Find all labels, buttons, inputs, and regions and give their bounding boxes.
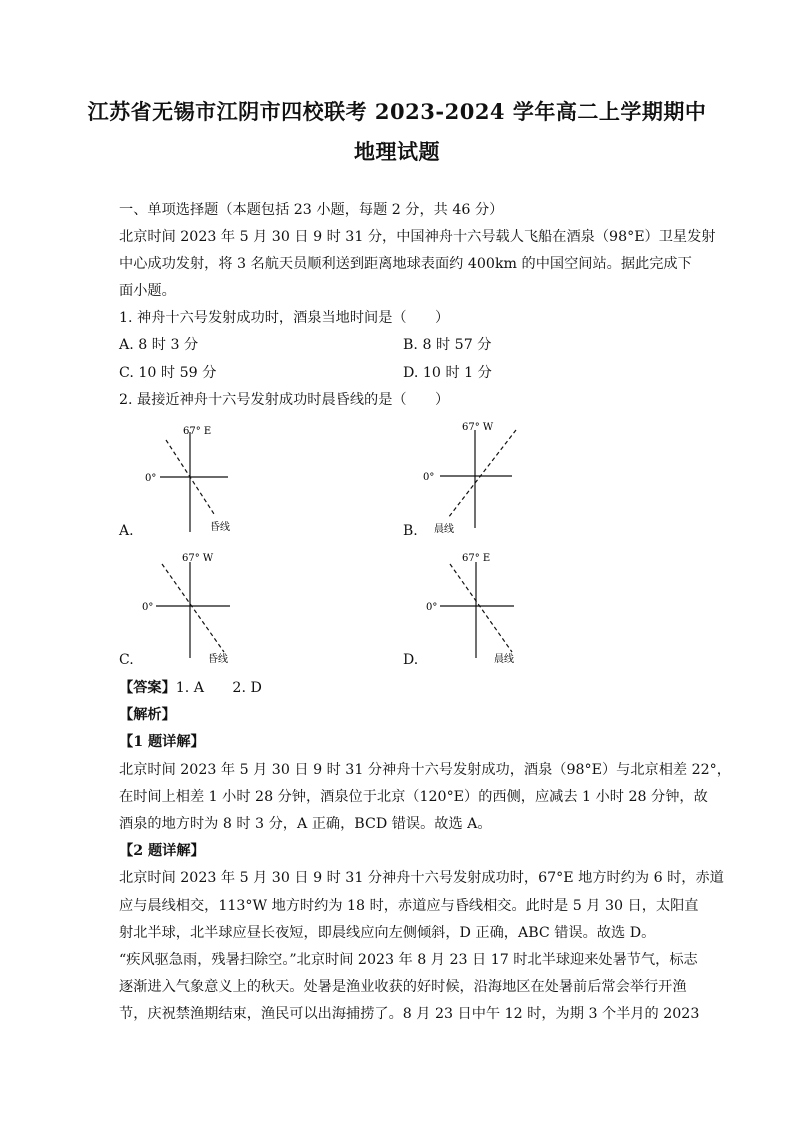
stem-line: 面小题。: [119, 283, 176, 299]
q2-option-c-label: C.: [119, 652, 134, 668]
analysis-label: 【解析】: [119, 707, 176, 723]
detail-2-label: 【2 题详解】: [119, 843, 205, 859]
figure-c: [140, 548, 250, 672]
next-stem-line: “疾风驱急雨，残暑扫除空。”北京时间 2023 年 8 月 23 日 17 时北半球迎来处暑节气，标志: [119, 952, 698, 968]
q1-option-b: B. 8 时 57 分: [403, 337, 492, 353]
question-2: 2. 最接近神舟十六号发射成功时晨昏线的是（ ）: [119, 392, 450, 408]
q1-option-c: C. 10 时 59 分: [119, 365, 217, 381]
equator-label: 0°: [145, 473, 157, 484]
next-stem-line: 节，庆祝禁渔期结束，渔民可以出海捕捞了。8 月 23 日中午 12 时，为期 3 个半月的 2023: [119, 1006, 700, 1022]
figure-a: [140, 420, 250, 544]
terminator-label: 昏线: [208, 654, 228, 665]
q1-option-d: D. 10 时 1 分: [403, 365, 492, 381]
stem-line: 北京时间 2023 年 5 月 30 日 9 时 31 分，中国神舟十六号载人飞船在酒泉（98°E）卫星发射: [119, 229, 716, 245]
meridian-label: 67° W: [182, 553, 214, 564]
title-line-2: 地理试题: [354, 139, 440, 164]
equator-label: 0°: [142, 602, 154, 613]
question-1: 1. 神舟十六号发射成功时，酒泉当地时间是（ ）: [119, 310, 450, 326]
detail-1-label: 【1 题详解】: [119, 734, 205, 750]
meridian-label: 67° W: [462, 422, 494, 433]
section-heading: 一、单项选择题（本题包括 23 小题，每题 2 分，共 46 分）: [119, 202, 504, 218]
q2-option-d-label: D.: [403, 652, 419, 668]
equator-label: 0°: [423, 472, 435, 483]
q2-option-b-label: B.: [403, 523, 418, 539]
terminator-label: 昏线: [210, 522, 230, 533]
terminator-label: 晨线: [494, 654, 514, 665]
answer-items: 1. A 2. D: [175, 680, 262, 696]
figure-d: [420, 548, 530, 672]
detail-1-line: 北京时间 2023 年 5 月 30 日 9 时 31 分神舟十六号发射成功，酒泉（98°E）与北京相差 22°，: [119, 762, 731, 778]
detail-2-line: 应与晨线相交，113°W 地方时约为 18 时，赤道应与昏线相交。此时是 5 月 30 日，太阳直: [119, 898, 699, 914]
q2-option-a-label: A.: [119, 523, 134, 539]
stem-line: 中心成功发射，将 3 名航天员顺利送到距离地球表面约 400km 的中国空间站。据此完成下: [119, 256, 692, 272]
detail-1-line: 在时间上相差 1 小时 28 分钟，酒泉位于北京（120°E）的西侧，应减去 1 小时 28 分钟，故: [119, 789, 708, 805]
meridian-label: 67° E: [462, 553, 491, 564]
terminator-label: 晨线: [434, 524, 454, 535]
detail-1-line: 酒泉的地方时为 8 时 3 分，A 正确，BCD 错误。故选 A。: [119, 816, 492, 832]
answer-label: 【答案】: [119, 680, 176, 696]
terminator-line: [162, 564, 224, 652]
q1-option-a: A. 8 时 3 分: [119, 337, 199, 353]
meridian-label: 67° E: [183, 426, 212, 437]
title-line-1: 江苏省无锡市江阴市四校联考 2023-2024 学年高二上学期期中: [87, 99, 707, 124]
answer-line: [119, 677, 262, 697]
detail-2-line: 北京时间 2023 年 5 月 30 日 9 时 31 分神舟十六号发射成功时，67°E 地方时约为 6 时，赤道: [119, 870, 724, 886]
figure-b: [420, 418, 530, 542]
detail-2-line: 射北半球，北半球应昼长夜短，即晨线应向左侧倾斜，D 正确，ABC 错误。故选 D。: [119, 925, 656, 941]
terminator-line: [448, 430, 516, 518]
next-stem-line: 逐渐进入气象意义上的秋天。处暑是渔业收获的好时候，沿海地区在处暑前后常会举行开渔: [119, 979, 687, 995]
equator-label: 0°: [426, 602, 438, 613]
terminator-line: [450, 564, 512, 652]
